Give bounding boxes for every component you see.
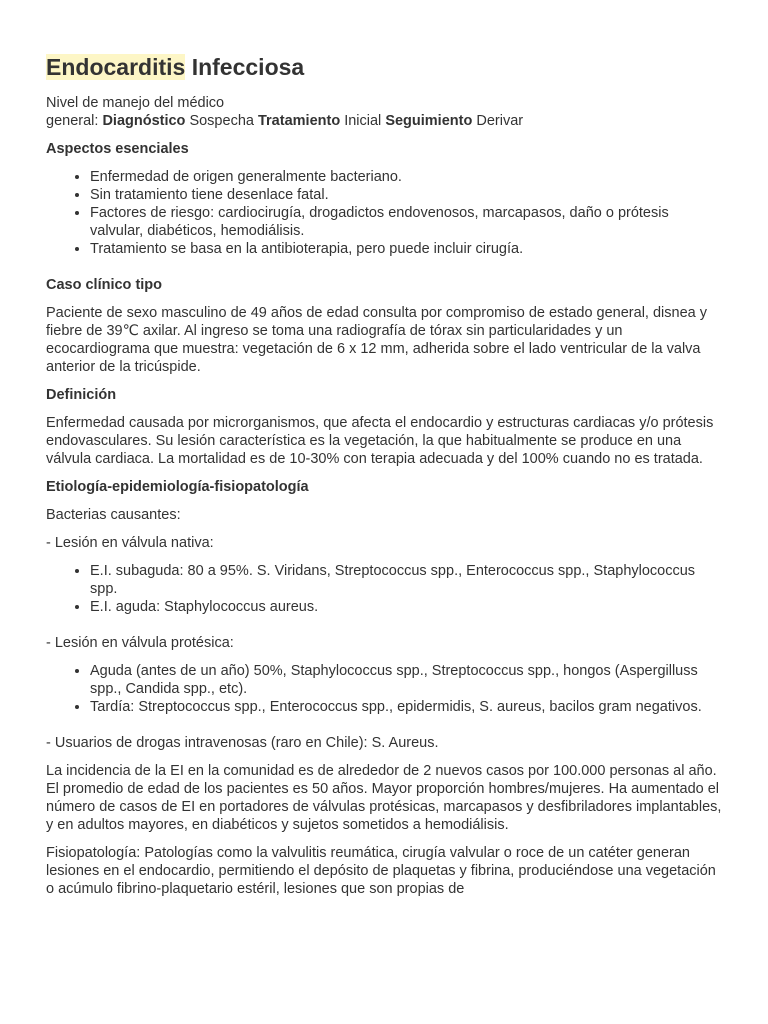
definicion-text: Enfermedad causada por microrganismos, que afecta el endocardio y estructuras cardiacas y/o prótesis endovasculares. Su lesión característica es la vegetación, la que habitualmente se produce en una válvula cardiaca. La mortalidad es de 10-30% con terapia adecuada y del 100% cuando no es tratada. bbox=[46, 415, 714, 467]
tratamiento-label: Tratamiento bbox=[257, 113, 341, 129]
fisiopatologia-text: Fisiopatología: Patologías como la valvulitis reumática, cirugía valvular o roce de un catéter generan lesiones en el endocardio, permitiendo el depósito de plaquetas y fibrina, produciéndose una vegetación o acúmulo fibrino-plaquetario estéril, lesiones que son propias de bbox=[46, 845, 716, 897]
list-item: • Aguda (antes de un año) 50%, Staphylococcus spp., Streptococcus spp., hongos (Aspergilluss spp., Candida spp., etc). bbox=[90, 662, 722, 698]
etiologia-heading: Etiología-epidemiología-fisiopatología bbox=[46, 479, 309, 495]
nivel-line2 bbox=[46, 112, 722, 130]
title-rest: Infecciosa bbox=[185, 54, 305, 80]
nivel-prefix: general: bbox=[46, 113, 103, 129]
list-item: • E.I. aguda: Staphylococcus aureus. bbox=[90, 598, 722, 616]
usuarios-text: - Usuarios de drogas intravenosas (raro en Chile): S. Aureus. bbox=[46, 735, 439, 751]
list-item: • Sin tratamiento tiene desenlace fatal. bbox=[90, 186, 722, 204]
nativa-label: - Lesión en válvula nativa: bbox=[46, 535, 214, 551]
list-item: • Factores de riesgo: cardiocirugía, drogadictos endovenosos, marcapasos, daño o prótesis valvular, diabéticos, hemodiálisis. bbox=[90, 204, 722, 240]
incidencia-text: La incidencia de la EI en la comunidad es de alrededor de 2 nuevos casos por 100.000 personas al año. El promedio de edad de los pacientes es 50 años. Mayor proporción hombres/mujeres. Ha aumentado el número de casos de EI en portadores de válvulas protésicas, marcapasos y desfibriladores implantables, y en adultos mayores, en diabéticos y sujetos sometidos a hemodiálisis. bbox=[46, 763, 722, 833]
seguimiento-label: Seguimiento bbox=[385, 113, 473, 129]
bacterias-text: Bacterias causantes: bbox=[46, 507, 181, 523]
protesica-label: - Lesión en válvula protésica: bbox=[46, 635, 234, 651]
aspectos-heading: Aspectos esenciales bbox=[46, 141, 189, 157]
diagnostico-value: Sospecha bbox=[185, 113, 258, 129]
nivel-line1: Nivel de manejo del médico bbox=[46, 95, 225, 111]
protesica-list bbox=[46, 662, 722, 716]
list-item: • Tardía: Streptococcus spp., Enterococcus spp., epidermidis, S. aureus, bacilos gram negativos. bbox=[90, 698, 722, 716]
diagnostico-label: Diagnóstico bbox=[102, 113, 186, 129]
list-item: • Enfermedad de origen generalmente bacteriano. bbox=[90, 168, 722, 186]
nivel-manejo bbox=[46, 94, 722, 130]
caso-text: Paciente de sexo masculino de 49 años de edad consulta por compromiso de estado general, disnea y fiebre de 39℃ axilar. Al ingreso se toma una radiografía de tórax sin particularidades y un ecocardiograma que muestra: vegetación de 6 x 12 mm, adherida sobre el lado ventricular de la valva anterior de la tricúspide. bbox=[46, 305, 707, 375]
list-item: • E.I. subaguda: 80 a 95%. S. Viridans, Streptococcus spp., Enterococcus spp., Staphylococcus spp. bbox=[90, 562, 722, 598]
nativa-list bbox=[46, 562, 722, 616]
tratamiento-value: Inicial bbox=[340, 113, 386, 129]
aspectos-list bbox=[46, 168, 722, 258]
title-highlight: Endocarditis bbox=[46, 54, 186, 80]
list-item: • Tratamiento se basa en la antibioterapia, pero puede incluir cirugía. bbox=[90, 240, 722, 258]
caso-heading: Caso clínico tipo bbox=[46, 277, 163, 293]
seguimiento-value: Derivar bbox=[472, 113, 524, 129]
page-title bbox=[46, 52, 722, 82]
definicion-heading: Definición bbox=[46, 387, 117, 403]
